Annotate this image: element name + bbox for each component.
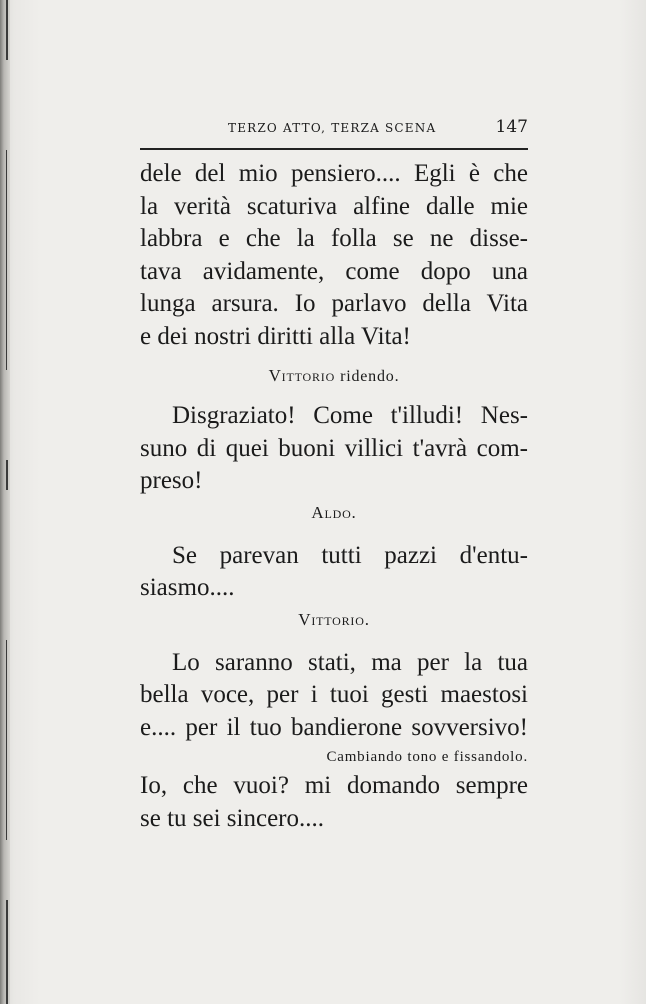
speaker-direction: ridendo. <box>340 368 400 385</box>
text-line: bella voce, per i tuoi gesti maestosi <box>140 681 528 708</box>
page-body <box>140 158 528 835</box>
speaker-heading <box>140 498 528 528</box>
text-line: e dei nostri diritti alla Vita! <box>140 322 411 350</box>
text-line: suno di quei buoni villici t'avrà com- <box>140 434 528 462</box>
speaker-name: Vittorio <box>268 366 336 385</box>
speaker-name: Aldo. <box>311 502 357 522</box>
text-line: Disgraziato! Come t'illudi! Nes- <box>172 402 528 429</box>
spine-mark <box>6 640 7 840</box>
spine-mark <box>6 460 8 490</box>
text-line: lunga arsura. Io parlavo della Vita <box>140 290 528 317</box>
running-header <box>140 113 528 143</box>
text-line: e.... per il tuo bandierone sovversivo! <box>140 713 528 741</box>
header-rule <box>140 148 528 150</box>
running-title: TERZO ATTO, TERZA SCENA <box>228 121 437 135</box>
speaker-name: Vittorio. <box>298 609 370 629</box>
speaker-heading <box>140 605 528 635</box>
stage-direction: Cambiando tono e fissandolo. <box>326 749 528 765</box>
text-line: Io, che vuoi? mi domando sempre <box>140 772 528 799</box>
speaker-heading <box>140 361 528 392</box>
spine-mark <box>6 150 7 370</box>
text-line: tava avidamente, come dopo una <box>140 257 528 285</box>
text-line: se tu sei sincero.... <box>140 804 324 832</box>
page-number: 147 <box>495 117 528 137</box>
text-line: Se parevan tutti pazzi d'entu- <box>172 541 528 569</box>
text-line: la verità scaturiva alfine dalle mie <box>140 192 528 220</box>
text-line: labbra e che la folla se ne disse- <box>140 225 528 252</box>
text-line: preso! <box>140 467 203 494</box>
text-line: Lo saranno stati, ma per la tua <box>172 648 528 676</box>
text-line: siasmo.... <box>140 574 235 601</box>
binding-edge <box>0 0 10 1004</box>
spine-mark <box>6 900 8 1004</box>
text-line: dele del mio pensiero.... Egli è che <box>140 160 528 187</box>
spine-mark <box>6 0 8 60</box>
